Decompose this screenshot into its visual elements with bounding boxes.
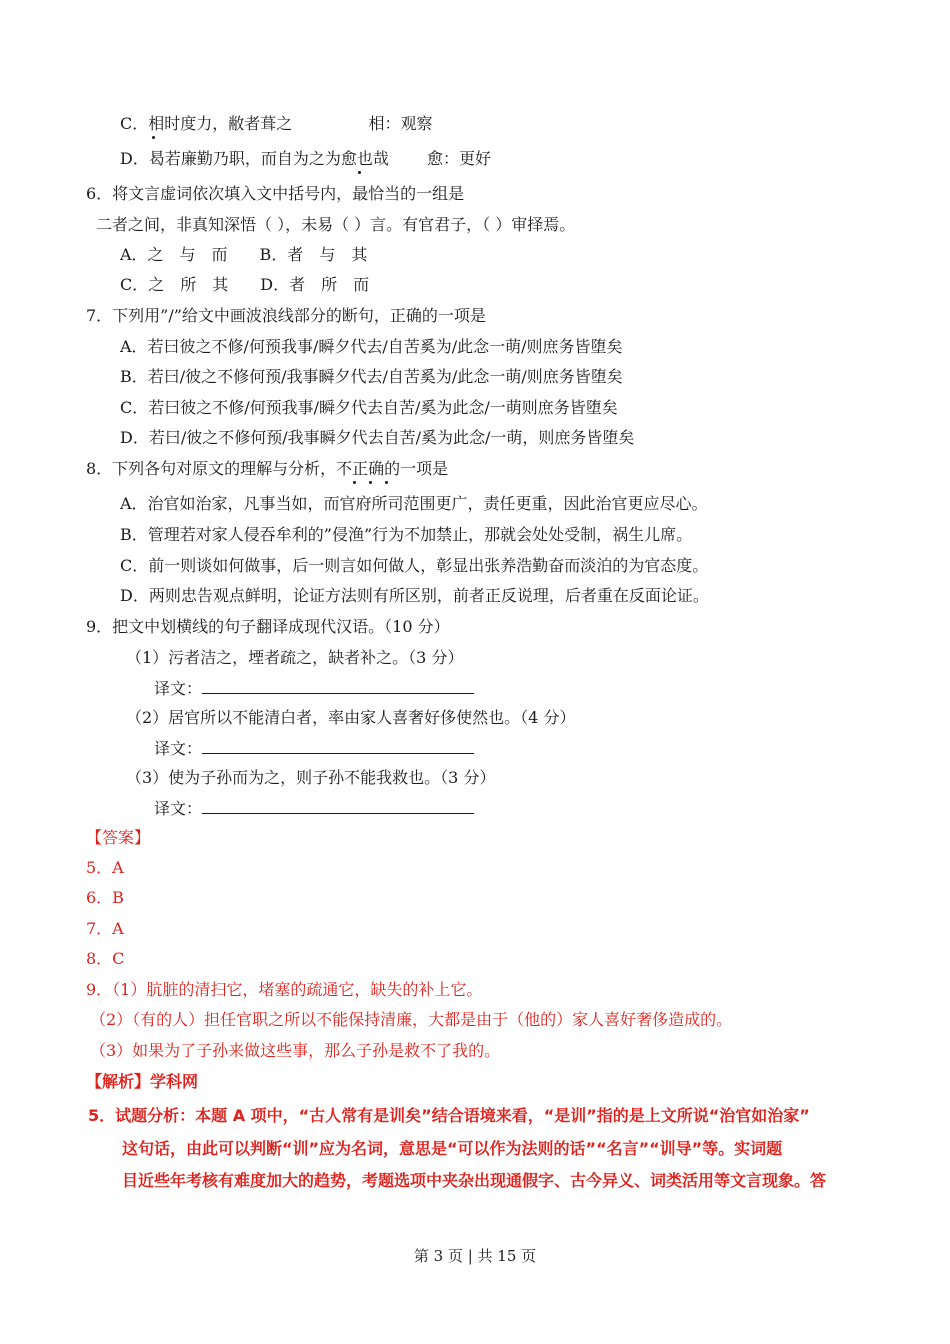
answer-blank-line[interactable] xyxy=(202,737,474,754)
translation-label: 译文： xyxy=(154,679,203,698)
q8-option-a: A．治官如治家，凡事当如，而官府所司范围更广，责任更重，因此治官更应尽心。 xyxy=(120,494,708,513)
answer-line: 5．A xyxy=(86,858,124,877)
q5-option-d xyxy=(120,148,491,170)
q8-option-b: B．管理若对家人侵吞牟利的”侵渔”行为不加禁止，那就会处处受制，祸生儿席。 xyxy=(120,525,693,544)
q7-option-d: D．若曰/彼之不修何预/我事瞬夕代去自苦/奚为此念/一萌，则庶务皆堕矣 xyxy=(120,428,635,447)
emphasis-dot xyxy=(358,171,361,174)
q8-option-d: D．两则忠告观点鲜明，论证方法则有所区别，前者正反说理，后者重在反面论证。 xyxy=(120,586,709,605)
q5-option-c-text: C．相时度力，敝者葺之 xyxy=(120,114,293,133)
answer-blank-line[interactable] xyxy=(202,797,474,814)
q6-option-row: A．之 与 而 B．者 与 其 xyxy=(120,245,368,264)
answer-line: （2）（有的人）担任官职之所以不能保持清廉，大都是由于（他的）家人喜好奢侈造成的。 xyxy=(90,1010,733,1029)
answer-line: 8．C xyxy=(86,949,125,968)
answer-blank-line[interactable] xyxy=(202,677,474,694)
answer-line: 7．A xyxy=(86,919,124,938)
emphasis-dot xyxy=(369,481,372,484)
answer-line: 6．B xyxy=(86,888,124,907)
q6-option-row: C．之 所 其 D．者 所 而 xyxy=(120,275,370,294)
q7-stem: 7．下列用”/”给文中画波浪线部分的断句，正确的一项是 xyxy=(86,306,486,325)
q9-translation-row-1 xyxy=(154,677,474,700)
q5-option-d-note: 愈：更好 xyxy=(427,149,492,168)
q9-translation-row-3 xyxy=(154,797,474,820)
q7-option-b: B．若曰/彼之不修何预/我事瞬夕代去/自苦奚为/此念一萌/则庶务皆堕矣 xyxy=(120,367,623,386)
emphasis-dot xyxy=(152,136,155,139)
page-footer: 第 3 页 | 共 15 页 xyxy=(413,1247,537,1265)
analysis-heading: 【解析】学科网 xyxy=(86,1072,199,1091)
analysis-line: 5．试题分析：本题 A 项中，“古人常有是训矣”结合语境来看，“是训”指的是上文所说“治官如治家” xyxy=(88,1106,810,1125)
emphasis-dot xyxy=(385,481,388,484)
analysis-line: 目近些年考核有难度加大的趋势，考题选项中夹杂出现通假字、古今异义、词类活用等文言现象。答 xyxy=(122,1171,827,1190)
q6-stem: 6．将文言虚词依次填入文中括号内，最恰当的一组是 xyxy=(86,184,465,203)
answer-line: 9．（1）肮脏的清扫它，堵塞的疏通它，缺失的补上它。 xyxy=(86,980,483,999)
q9-item-2: （2）居官所以不能清白者，率由家人喜奢好侈使然也。（4 分） xyxy=(126,708,576,727)
translation-label: 译文： xyxy=(154,739,203,758)
answer-heading: 【答案】 xyxy=(86,828,151,847)
q9-stem: 9．把文中划横线的句子翻译成现代汉语。（10 分） xyxy=(86,617,450,636)
q5-option-c-note: 相：观察 xyxy=(368,114,433,133)
q7-option-c: C．若曰彼之不修/何预我事/瞬夕代去自苦/奚为此念/一萌则庶务皆堕矣 xyxy=(120,398,618,417)
q8-option-c: C．前一则谈如何做事，后一则言如何做人，彰显出张养浩勤奋而淡泊的为官态度。 xyxy=(120,556,709,575)
q5-option-d-text: D．曷若廉勤乃职，而自为之为愈也哉 xyxy=(120,149,389,168)
emphasis-dot xyxy=(353,481,356,484)
analysis-line: 这句话，由此可以判断“训”应为名词，意思是“可以作为法则的话”“名言”“训导”等。实词题 xyxy=(122,1139,783,1158)
answer-line: （3）如果为了子孙来做这些事，那么子孙是救不了我的。 xyxy=(90,1041,501,1060)
q9-item-3: （3）使为子孙而为之，则子孙不能我救也。（3 分） xyxy=(126,768,496,787)
q7-option-a: A．若曰彼之不修/何预我事/瞬夕代去/自苦奚为/此念一萌/则庶务皆堕矣 xyxy=(120,337,623,356)
q9-item-1: （1）污者洁之，堙者疏之，缺者补之。（3 分） xyxy=(126,648,464,667)
q6-passage: 二者之间，非真知深悟（ ），未易（ ）言。有官君子，（ ）审择焉。 xyxy=(96,215,576,234)
q8-stem: 8．下列各句对原文的理解与分析，不正确的一项是 xyxy=(86,459,449,478)
q5-option-c xyxy=(120,113,432,135)
translation-label: 译文： xyxy=(154,799,203,818)
q9-translation-row-2 xyxy=(154,737,474,760)
